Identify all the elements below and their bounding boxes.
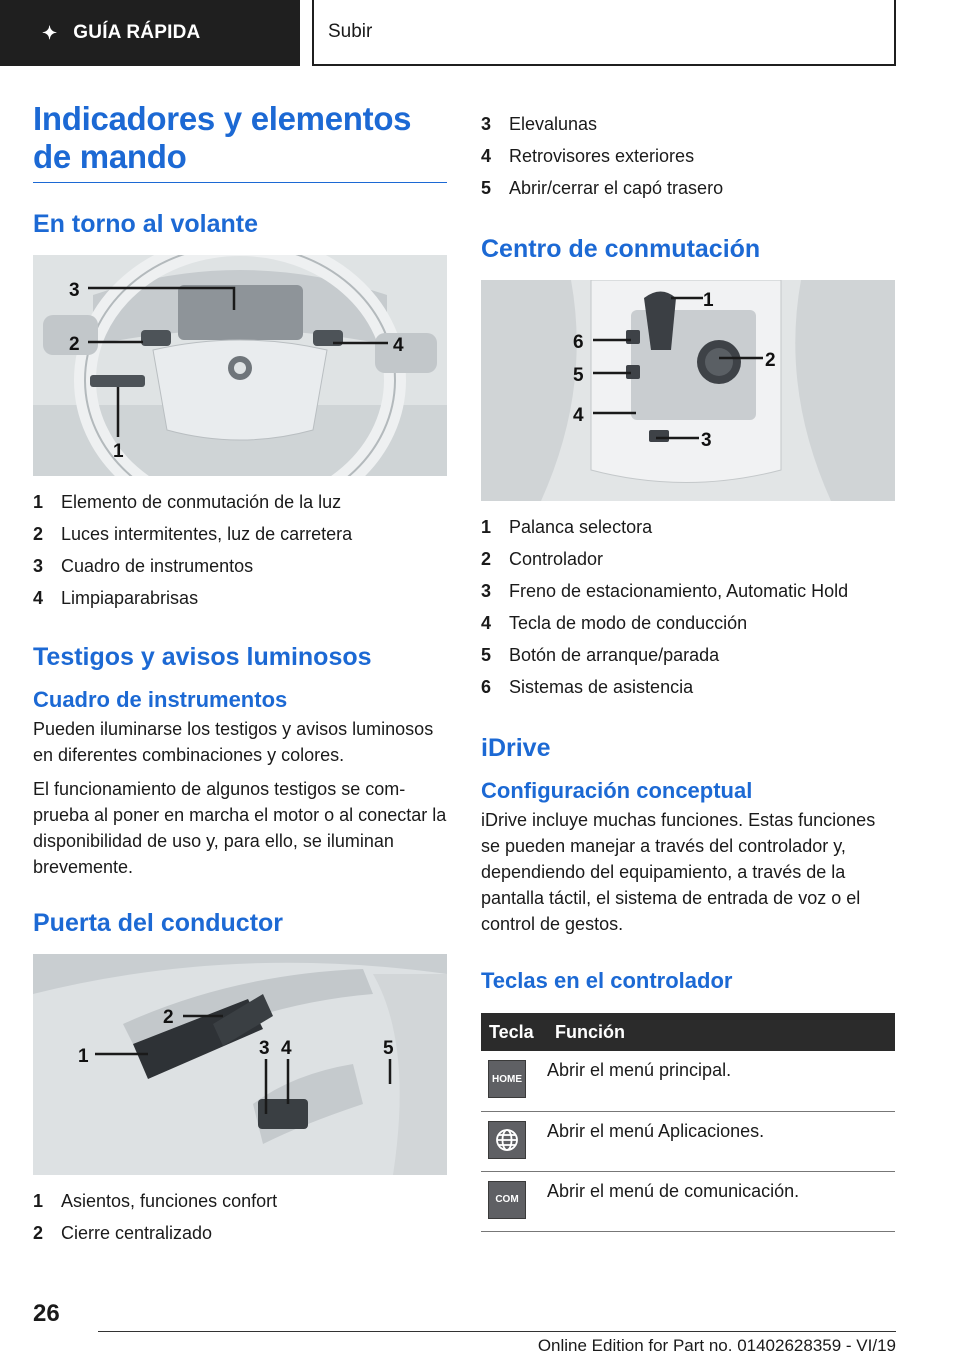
idrive-heading: iDrive xyxy=(481,734,551,762)
quick-guide-label: GUÍA RÁPIDA xyxy=(73,22,201,43)
table-row xyxy=(481,1111,895,1171)
callout-2: 2 xyxy=(163,1007,174,1028)
footer-edition: Online Edition for Part no. 01402628359 - VI/19 xyxy=(537,1336,896,1355)
warning-para-2: El funcionamiento de algunos testigos se comprueba al poner en marcha el motor o al conectar la disponibilidad de uso y, para ello, se iluminan brevemente. xyxy=(33,779,447,877)
left-column xyxy=(33,100,447,1249)
list-item: 5 Botón de arranque/parada xyxy=(481,645,720,665)
center-console-photo xyxy=(481,280,895,501)
door-legend xyxy=(33,1185,447,1249)
list-item: 2 Luces intermitentes, luz de carretera xyxy=(33,524,353,544)
callout-4: 4 xyxy=(393,335,404,356)
concept-subheading: Configuración conceptual xyxy=(481,778,753,803)
list-item: 3 Elevalunas xyxy=(481,114,598,134)
center-console-heading: Centro de conmutación xyxy=(481,235,761,263)
controller-keys-table xyxy=(481,1013,895,1232)
apps-globe-icon xyxy=(488,1121,526,1159)
callout-4: 4 xyxy=(281,1038,292,1059)
steering-heading: En torno al volante xyxy=(33,210,259,238)
list-item: 2 Controlador xyxy=(481,549,604,569)
callout-3: 3 xyxy=(69,280,80,301)
list-item: 4 Tecla de modo de conducción xyxy=(481,613,748,633)
callout-1: 1 xyxy=(78,1046,89,1067)
list-item: 4 Limpiaparabrisas xyxy=(33,588,199,608)
driver-door-photo xyxy=(33,954,447,1175)
console-legend xyxy=(481,511,895,703)
table-cell: Abrir el menú Aplicaciones. xyxy=(547,1111,895,1171)
driver-door-heading: Puerta del conductor xyxy=(33,909,284,937)
list-item: 3 Freno de estacionamiento, Automatic Hold xyxy=(481,581,849,601)
home-key-icon: HOME xyxy=(488,1060,526,1098)
col-function-header: Función xyxy=(547,1013,895,1051)
quick-guide-tab[interactable] xyxy=(0,0,300,66)
page-title: Indicadores y elementos de mando xyxy=(33,100,412,175)
callout-2: 2 xyxy=(765,350,776,371)
list-item: 1 Elemento de conmutación de la luz xyxy=(33,492,342,512)
warning-para-1: Pueden iluminarse los testigos y avisos luminosos en diferentes combinaciones y colores. xyxy=(33,719,434,765)
arrow-icon: ✦ xyxy=(42,22,58,43)
steering-legend xyxy=(33,486,447,614)
up-tab[interactable] xyxy=(312,0,896,66)
table-row xyxy=(481,1171,895,1231)
table-cell: Abrir el menú de comunicación. xyxy=(547,1171,895,1231)
callout-5: 5 xyxy=(383,1038,394,1059)
up-label: Subir xyxy=(328,21,373,42)
steering-wheel-photo xyxy=(33,255,447,476)
col-key-header: Tecla xyxy=(481,1013,547,1051)
callout-1: 1 xyxy=(703,290,714,311)
callout-5: 5 xyxy=(573,365,584,386)
list-item: 6 Sistemas de asistencia xyxy=(481,677,694,697)
warning-lights-heading: Testigos y avisos luminosos xyxy=(33,643,372,671)
table-cell: Abrir el menú principal. xyxy=(547,1051,895,1111)
com-key-icon: COM xyxy=(488,1181,526,1219)
list-item: 4 Retrovisores exteriores xyxy=(481,146,695,166)
door-legend-continued xyxy=(481,108,895,204)
controller-keys-heading: Teclas en el controlador xyxy=(481,968,733,993)
callout-4: 4 xyxy=(573,405,584,426)
table-row xyxy=(481,1051,895,1111)
table-header-row xyxy=(481,1013,895,1051)
instrument-cluster-subheading: Cuadro de instrumentos xyxy=(33,687,288,712)
callout-3: 3 xyxy=(259,1038,270,1059)
callout-2: 2 xyxy=(69,334,80,355)
list-item: 2 Cierre centralizado xyxy=(33,1223,213,1243)
top-navigation xyxy=(0,0,960,66)
right-column xyxy=(481,108,895,1232)
callout-1: 1 xyxy=(113,441,124,462)
idrive-para: iDrive incluye muchas funciones. Estas funciones se pueden manejar a través del controlador y, dependiendo del equipamiento, a través de la pantalla táctil, el sistema de entrada de voz o el control de gestos. xyxy=(481,810,876,934)
callout-3: 3 xyxy=(701,430,712,451)
title-rule xyxy=(33,182,447,183)
footer-rule xyxy=(98,1331,896,1332)
callout-6: 6 xyxy=(573,332,584,353)
list-item: 5 Abrir/cerrar el capó trasero xyxy=(481,178,724,198)
list-item: 3 Cuadro de instrumentos xyxy=(33,556,254,576)
list-item: 1 Asientos, funciones confort xyxy=(33,1191,278,1211)
page-number: 26 xyxy=(33,1300,60,1327)
list-item: 1 Palanca selectora xyxy=(481,517,653,537)
